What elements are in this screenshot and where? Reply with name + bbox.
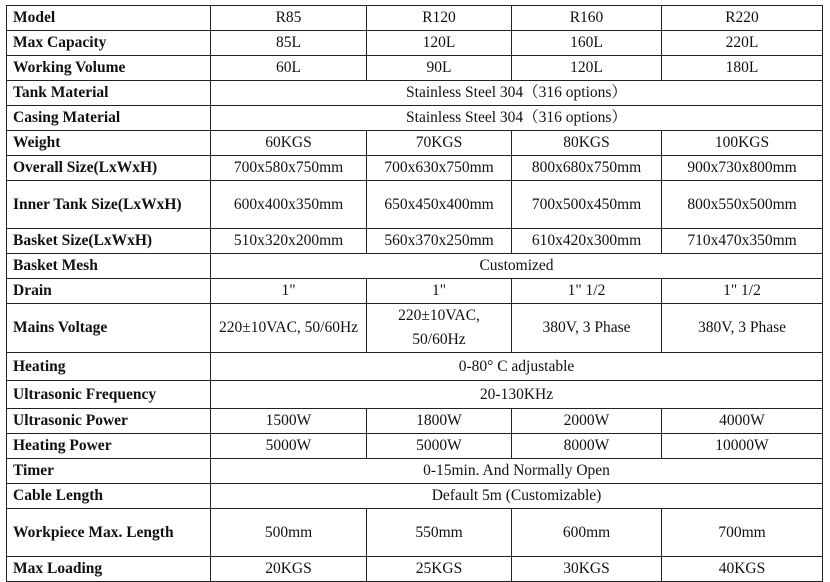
row-value-cell: 60KGS — [211, 131, 367, 156]
row-label: Cable Length — [7, 484, 211, 509]
table-row — [7, 56, 823, 81]
row-value-cell: 5000W — [211, 434, 367, 459]
row-value-cell: 1" — [211, 279, 367, 304]
table-row — [7, 353, 823, 381]
row-label: Basket Mesh — [7, 254, 211, 279]
row-label: Ultrasonic Frequency — [7, 381, 211, 409]
table-row — [7, 81, 823, 106]
row-value-cell: 700x580x750mm — [211, 156, 367, 181]
row-value-cell: 80KGS — [512, 131, 662, 156]
row-value-cell: 650x450x400mm — [367, 181, 512, 229]
row-value-span: 20-130KHz — [211, 381, 823, 409]
row-value-cell: 600x400x350mm — [211, 181, 367, 229]
row-value-cell: 220±10VAC, 50/60Hz — [367, 304, 512, 353]
row-value-cell: R160 — [512, 6, 662, 31]
row-label: Heating Power — [7, 434, 211, 459]
row-label: Tank Material — [7, 81, 211, 106]
table-row — [7, 229, 823, 254]
row-label: Working Volume — [7, 56, 211, 81]
row-value-cell: 1" 1/2 — [662, 279, 823, 304]
table-row — [7, 304, 823, 353]
row-label: Weight — [7, 131, 211, 156]
row-value-cell: 40KGS — [662, 557, 823, 582]
row-value-cell: 1500W — [211, 409, 367, 434]
row-value-cell: 85L — [211, 31, 367, 56]
table-row — [7, 459, 823, 484]
row-value-span: Stainless Steel 304（316 options） — [211, 106, 823, 131]
row-value-cell: 90L — [367, 56, 512, 81]
row-label: Basket Size(LxWxH) — [7, 229, 211, 254]
row-value-cell: 30KGS — [512, 557, 662, 582]
row-label: Heating — [7, 353, 211, 381]
row-label: Max Capacity — [7, 31, 211, 56]
table-row — [7, 131, 823, 156]
table-row — [7, 509, 823, 557]
row-value-cell: 180L — [662, 56, 823, 81]
row-value-cell: 710x470x350mm — [662, 229, 823, 254]
row-value-cell: 70KGS — [367, 131, 512, 156]
row-value-cell: 1" 1/2 — [512, 279, 662, 304]
row-value-cell: 25KGS — [367, 557, 512, 582]
table-row — [7, 156, 823, 181]
row-value-cell: 220L — [662, 31, 823, 56]
row-value-span: 0-80° C adjustable — [211, 353, 823, 381]
spec-table-body — [7, 6, 823, 582]
row-value-cell: 8000W — [512, 434, 662, 459]
row-label: Inner Tank Size(LxWxH) — [7, 181, 211, 229]
row-value-cell: 560x370x250mm — [367, 229, 512, 254]
table-row — [7, 254, 823, 279]
row-value-cell: 510x320x200mm — [211, 229, 367, 254]
row-label: Model — [7, 6, 211, 31]
row-value-cell: R220 — [662, 6, 823, 31]
row-value-cell: 800x680x750mm — [512, 156, 662, 181]
row-value-cell: 10000W — [662, 434, 823, 459]
row-value-cell: R85 — [211, 6, 367, 31]
row-value-cell: 610x420x300mm — [512, 229, 662, 254]
table-row — [7, 409, 823, 434]
row-value-cell: 600mm — [512, 509, 662, 557]
row-value-cell: R120 — [367, 6, 512, 31]
row-label: Workpiece Max. Length — [7, 509, 211, 557]
row-value-cell: 380V, 3 Phase — [512, 304, 662, 353]
row-value-cell: 160L — [512, 31, 662, 56]
row-value-cell: 700mm — [662, 509, 823, 557]
table-row — [7, 484, 823, 509]
row-value-cell: 550mm — [367, 509, 512, 557]
row-value-cell: 20KGS — [211, 557, 367, 582]
row-label: Casing Material — [7, 106, 211, 131]
row-value-cell: 900x730x800mm — [662, 156, 823, 181]
row-value-cell: 2000W — [512, 409, 662, 434]
row-value-cell: 1800W — [367, 409, 512, 434]
row-label: Timer — [7, 459, 211, 484]
row-label: Overall Size(LxWxH) — [7, 156, 211, 181]
table-row — [7, 381, 823, 409]
row-value-span: Customized — [211, 254, 823, 279]
table-row — [7, 6, 823, 31]
row-label: Ultrasonic Power — [7, 409, 211, 434]
row-value-cell: 1" — [367, 279, 512, 304]
row-value-cell: 700x500x450mm — [512, 181, 662, 229]
row-value-cell: 5000W — [367, 434, 512, 459]
row-value-cell: 800x550x500mm — [662, 181, 823, 229]
row-label: Max Loading — [7, 557, 211, 582]
table-row — [7, 31, 823, 56]
row-value-span: 0-15min. And Normally Open — [211, 459, 823, 484]
row-label: Drain — [7, 279, 211, 304]
row-value-cell: 120L — [367, 31, 512, 56]
spec-table — [6, 5, 823, 582]
row-value-cell: 700x630x750mm — [367, 156, 512, 181]
row-value-cell: 60L — [211, 56, 367, 81]
row-value-span: Default 5m (Customizable) — [211, 484, 823, 509]
table-row — [7, 279, 823, 304]
row-value-cell: 100KGS — [662, 131, 823, 156]
row-value-cell: 4000W — [662, 409, 823, 434]
row-value-cell: 500mm — [211, 509, 367, 557]
table-row — [7, 106, 823, 131]
table-row — [7, 434, 823, 459]
row-value-cell: 120L — [512, 56, 662, 81]
row-value-cell: 380V, 3 Phase — [662, 304, 823, 353]
row-value-span: Stainless Steel 304（316 options） — [211, 81, 823, 106]
table-row — [7, 181, 823, 229]
row-value-cell: 220±10VAC, 50/60Hz — [211, 304, 367, 353]
row-label: Mains Voltage — [7, 304, 211, 353]
